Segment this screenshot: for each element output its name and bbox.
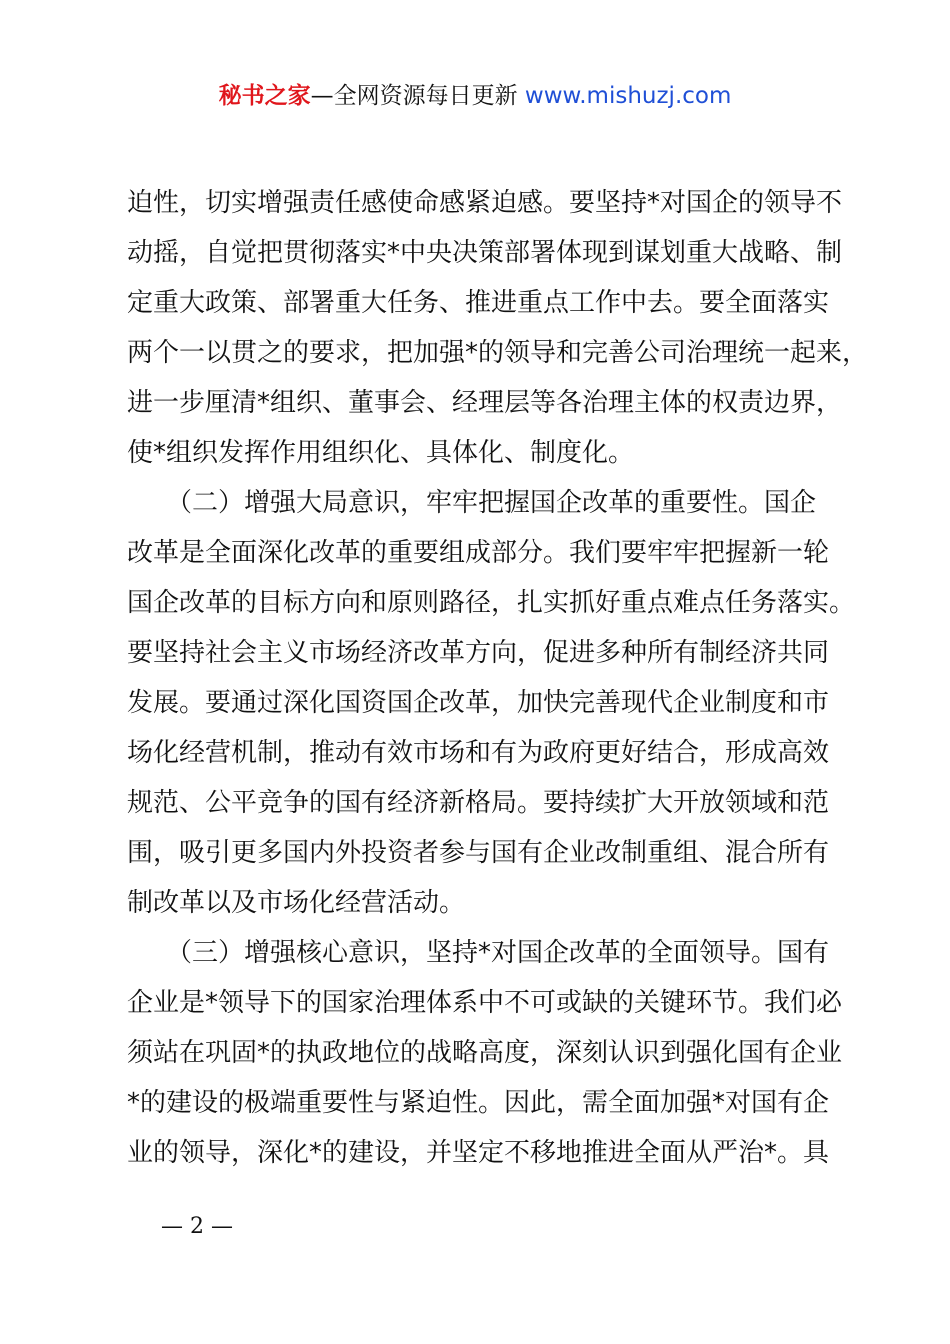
text-line: *的建设的极端重要性与紧迫性。因此，需全面加强*对国有企 <box>127 1088 830 1118</box>
text-line: 迫性，切实增强责任感使命感紧迫感。要坚持*对国企的领导不 <box>127 188 843 218</box>
text-line: （三）增强核心意识，坚持*对国企改革的全面领导。国有 <box>127 938 830 968</box>
text-line: 制改革以及市场化经营活动。 <box>127 888 466 918</box>
text-line: 要坚持社会主义市场经济改革方向，促进多种所有制经济共同 <box>127 638 830 668</box>
text-line: 两个一以贯之的要求，把加强*的领导和完善公司治理统一起来， <box>127 338 869 368</box>
brand-name: 秘书之家 <box>218 83 311 109</box>
text-line: 动摇，自觉把贯彻落实*中央决策部署体现到谋划重大战略、制 <box>127 238 843 268</box>
site-watermark-header <box>0 80 950 112</box>
text-line: 国企改革的目标方向和原则路径，扎实抓好重点难点任务落实。 <box>127 588 856 618</box>
text-line: 围，吸引更多国内外投资者参与国有企业改制重组、混合所有 <box>127 838 830 868</box>
text-line: 业的领导，深化*的建设，并坚定不移地推进全面从严治*。具 <box>127 1138 830 1168</box>
text-line: 规范、公平竞争的国有经济新格局。要持续扩大开放领域和范 <box>127 788 830 818</box>
text-line: 须站在巩固*的执政地位的战略高度，深刻认识到强化国有企业 <box>127 1038 843 1068</box>
text-line: （二）增强大局意识，牢牢把握国企改革的重要性。国企 <box>127 488 817 518</box>
text-line: 企业是*领导下的国家治理体系中不可或缺的关键环节。我们必 <box>127 988 843 1018</box>
text-line: 场化经营机制，推动有效市场和有为政府更好结合，形成高效 <box>127 738 830 768</box>
page-number: — 2 — <box>161 1214 233 1239</box>
brand-tagline: —全网资源每日更新 <box>310 83 518 109</box>
text-line: 使*组织发挥作用组织化、具体化、制度化。 <box>127 438 635 468</box>
document-body <box>127 178 869 1178</box>
site-url[interactable]: www.mishuzj.com <box>517 83 732 109</box>
text-line: 进一步厘清*组织、董事会、经理层等各治理主体的权责边界， <box>127 388 843 418</box>
text-line: 改革是全面深化改革的重要组成部分。我们要牢牢把握新一轮 <box>127 538 830 568</box>
text-line: 发展。要通过深化国资国企改革，加快完善现代企业制度和市 <box>127 688 830 718</box>
text-line: 定重大政策、部署重大任务、推进重点工作中去。要全面落实 <box>127 288 830 318</box>
